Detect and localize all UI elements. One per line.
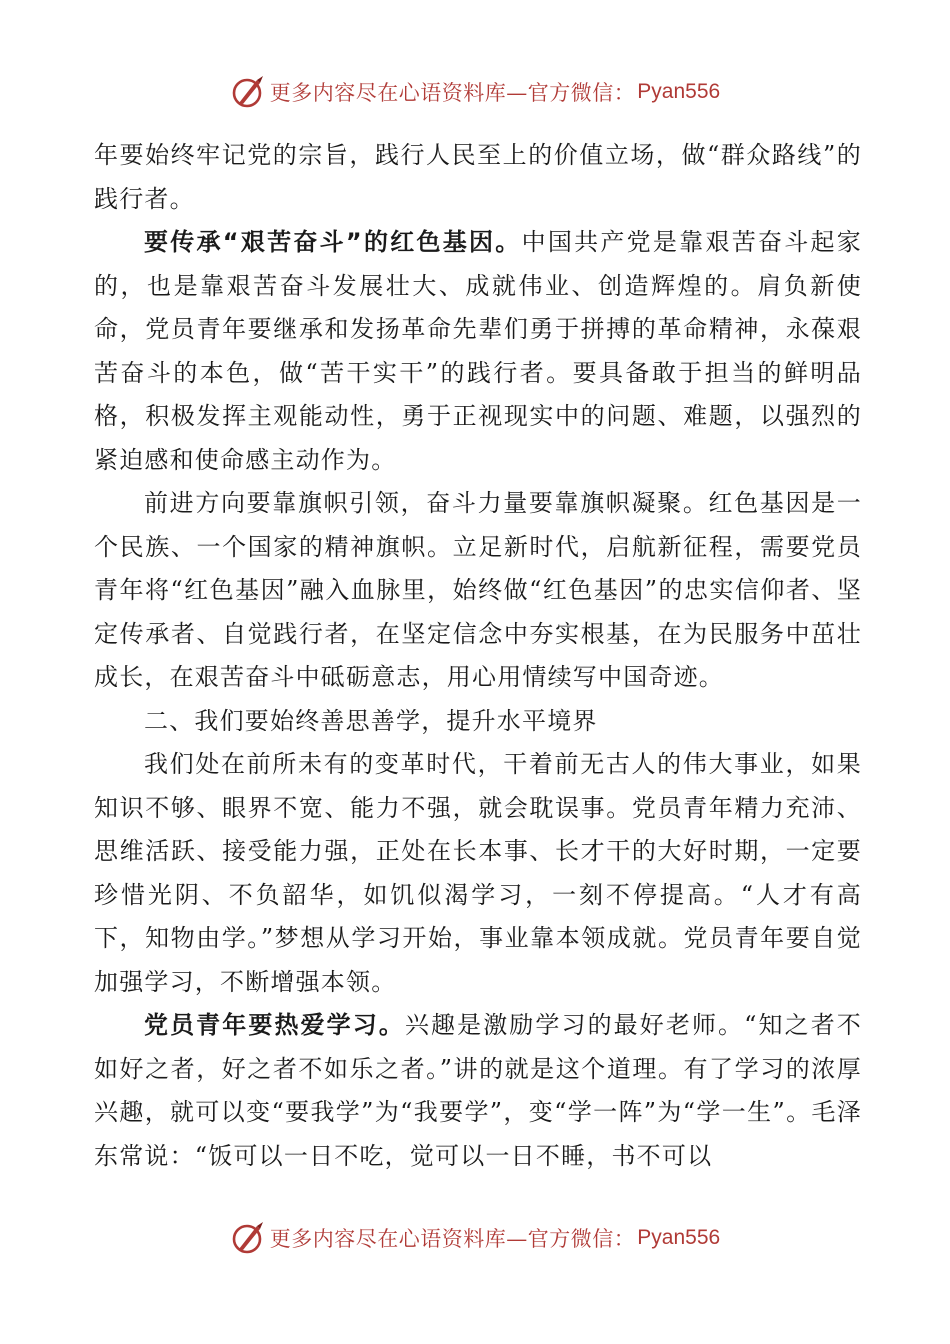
paragraph-text: 中国共产党是靠艰苦奋斗起家的，也是靠艰苦奋斗发展壮大、成就伟业、创造辉煌的。肩负新使命，党员青年要继承和发扬革命先辈们勇于拼搏的革命精神，永葆艰苦奋斗的本色，做“苦干实干”的践行者。要具备敢于担当的鲜明品格，积极发挥主观能动性，勇于正视现实中的问题、难题，以强烈的紧迫感和使命感主动作为。: [94, 228, 862, 474]
quill-pen-logo-icon: [230, 74, 266, 110]
paragraph-text: 前进方向要靠旗帜引领，奋斗力量要靠旗帜凝聚。红色基因是一个民族、一个国家的精神旗帜。立足新时代，启航新征程，需要党员青年将“红色基因”融入血脉里，始终做“红色基因”的忠实信仰者、坚定传承者、自觉践行者，在坚定信念中夯实根基，在为民服务中茁壮成长，在艰苦奋斗中砥砺意志，用心用情续写中国奇迹。: [94, 489, 862, 691]
paragraph-lead: 党员青年要热爱学习。: [144, 1011, 405, 1039]
document-body: [94, 134, 862, 1178]
paragraph-text: 我们处在前所未有的变革时代，干着前无古人的伟大事业，如果知识不够、眼界不宽、能力不强，就会耽误事。党员青年精力充沛、思维活跃、接受能力强，正处在长本事、长才干的大好时期，一定要珍惜光阴、不负韶华，如饥似渴学习，一刻不停提高。“人才有高下，知物由学。”梦想从学习开始，事业靠本领成就。党员青年要自觉加强学习，不断增强本领。: [94, 750, 862, 996]
paragraph: [94, 134, 862, 221]
paragraph: [94, 482, 862, 700]
header-watermark: [0, 70, 950, 114]
watermark-text: 更多内容尽在心语资料库—官方微信：: [269, 1227, 636, 1251]
paragraph-text: 兴趣是激励学习的最好老师。“知之者不如好之者，好之者不如乐之者。”讲的就是这个道理。有了学习的浓厚兴趣，就可以变“要我学”为“我要学”，变“学一阵”为“学一生”。毛泽东常说：“饭可以一日不吃，觉可以一日不睡，书不可以: [94, 1011, 862, 1170]
paragraph: [94, 743, 862, 1004]
watermark-wechat-id: Pyan556: [637, 80, 721, 103]
paragraph-lead: 要传承“艰苦奋斗”的红色基因。: [144, 228, 522, 256]
paragraph: [94, 1004, 862, 1178]
footer-watermark: [0, 1216, 950, 1260]
section-heading: [94, 700, 862, 744]
watermark-text: 更多内容尽在心语资料库—官方微信：: [269, 81, 636, 105]
watermark-wechat-id: Pyan556: [637, 1226, 721, 1249]
section-heading-text: 二、我们要始终善思善学，提升水平境界: [144, 706, 598, 735]
paragraph: [94, 221, 862, 482]
quill-pen-logo-icon: [230, 1220, 266, 1256]
paragraph-text: 年要始终牢记党的宗旨，践行人民至上的价值立场，做“群众路线”的践行者。: [94, 141, 862, 213]
